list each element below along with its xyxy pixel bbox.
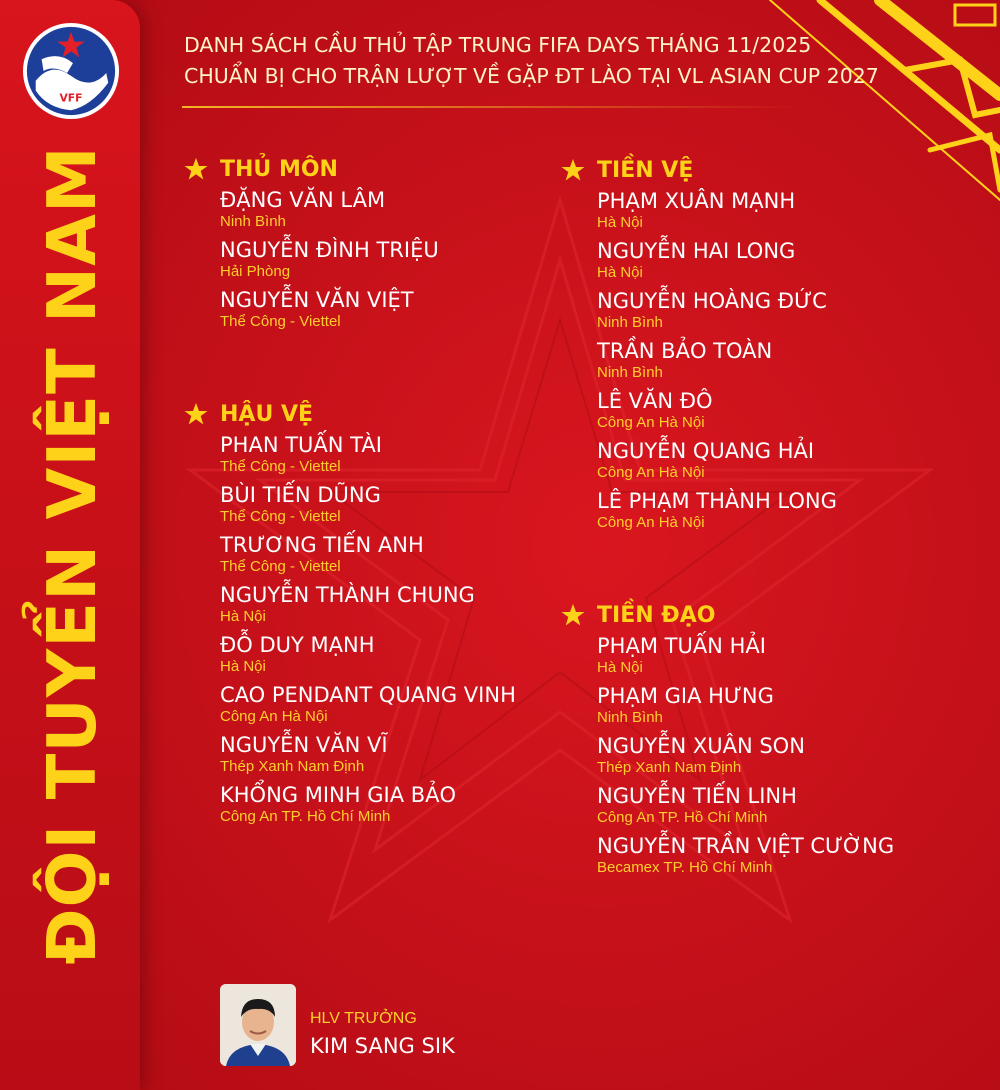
player-item — [220, 288, 439, 338]
player-club: Hà Nội — [597, 264, 643, 281]
player-club: Công An TP. Hồ Chí Minh — [597, 809, 768, 826]
player-club: Công An Hà Nội — [597, 414, 705, 431]
vff-logo-icon — [22, 22, 120, 120]
player-name: TRƯƠNG TIẾN ANH — [220, 533, 424, 557]
player-name: LÊ PHẠM THÀNH LONG — [597, 489, 837, 513]
player-name: BÙI TIẾN DŨNG — [220, 483, 381, 507]
player-item — [220, 683, 516, 733]
section-title: THỦ MÔN — [220, 156, 338, 182]
player-club: Ninh Bình — [597, 709, 663, 726]
player-name: NGUYỄN VĂN VĨ — [220, 733, 388, 757]
section-title: HẬU VỆ — [220, 401, 314, 427]
player-name: NGUYỄN TIẾN LINH — [597, 784, 797, 808]
player-club: Hà Nội — [597, 659, 643, 676]
player-item — [597, 239, 837, 289]
player-name: PHẠM GIA HƯNG — [597, 684, 774, 708]
player-club: Thép Xanh Nam Định — [597, 759, 742, 776]
player-item — [597, 634, 894, 684]
player-name: NGUYỄN VĂN VIỆT — [220, 288, 414, 312]
player-club: Công An TP. Hồ Chí Minh — [220, 808, 391, 825]
coach-photo — [220, 984, 296, 1066]
star-icon — [184, 402, 208, 426]
page-header — [184, 30, 879, 92]
player-item — [220, 433, 516, 483]
player-club: Thể Công - Viettel — [220, 313, 341, 330]
player-club: Hà Nội — [220, 608, 266, 625]
header-line-1: DANH SÁCH CẦU THỦ TẬP TRUNG FIFA DAYS THÁNG 11/2025 — [184, 33, 812, 57]
section-title: TIỀN ĐẠO — [597, 602, 716, 628]
player-item — [220, 733, 516, 783]
player-name: NGUYỄN HOÀNG ĐỨC — [597, 289, 827, 313]
player-item — [597, 784, 894, 834]
player-item — [220, 238, 439, 288]
player-item — [597, 834, 894, 884]
player-name: NGUYỄN QUANG HẢI — [597, 439, 815, 463]
player-club: Công An Hà Nội — [597, 464, 705, 481]
player-club: Thể Công - Viettel — [220, 558, 341, 575]
player-club: Hà Nội — [597, 214, 643, 231]
player-name: LÊ VĂN ĐÔ — [597, 389, 713, 413]
player-club: Ninh Bình — [597, 364, 663, 381]
player-club: Ninh Bình — [597, 314, 663, 331]
player-club: Becamex TP. Hồ Chí Minh — [597, 859, 773, 876]
side-title: ĐỘI TUYỂN VIỆT NAM — [33, 145, 111, 965]
player-item — [220, 188, 439, 238]
player-name: TRẦN BẢO TOÀN — [597, 339, 773, 363]
player-club: Công An Hà Nội — [220, 708, 328, 725]
player-item — [597, 389, 837, 439]
logo-text: VFF — [59, 91, 83, 105]
player-name: PHẠM TUẤN HẢI — [597, 634, 766, 658]
star-icon — [561, 158, 585, 182]
player-name: ĐỖ DUY MẠNH — [220, 633, 375, 657]
section-forwards — [561, 600, 894, 884]
player-name: KHỔNG MINH GIA BẢO — [220, 783, 457, 807]
player-club: Ninh Bình — [220, 213, 286, 230]
player-name: NGUYỄN HAI LONG — [597, 239, 796, 263]
player-club: Thể Công - Viettel — [220, 508, 341, 525]
player-item — [220, 633, 516, 683]
player-item — [597, 439, 837, 489]
player-club: Hải Phòng — [220, 263, 291, 280]
header-divider — [182, 106, 802, 108]
section-defenders — [184, 399, 516, 833]
section-title: TIỀN VỆ — [597, 157, 694, 183]
player-item — [597, 489, 837, 539]
header-line-2: CHUẨN BỊ CHO TRẬN LƯỢT VỀ GẶP ĐT LÀO TẠI VL ASIAN CUP 2027 — [184, 64, 879, 88]
player-name: NGUYỄN THÀNH CHUNG — [220, 583, 475, 607]
player-name: ĐẶNG VĂN LÂM — [220, 188, 386, 212]
player-item — [220, 583, 516, 633]
player-name: NGUYỄN ĐÌNH TRIỆU — [220, 238, 439, 262]
player-item — [597, 684, 894, 734]
player-item — [597, 289, 837, 339]
player-item — [220, 783, 516, 833]
player-item — [220, 533, 516, 583]
player-club: Thép Xanh Nam Định — [220, 758, 365, 775]
player-club: Hà Nội — [220, 658, 266, 675]
star-icon — [184, 157, 208, 181]
player-club: Thể Công - Viettel — [220, 458, 341, 475]
star-icon — [561, 603, 585, 627]
player-club: Công An Hà Nội — [597, 514, 705, 531]
player-name: NGUYỄN XUÂN SON — [597, 734, 805, 758]
player-item — [597, 339, 837, 389]
section-midfielders — [561, 155, 837, 539]
coach-name: KIM SANG SIK — [310, 1034, 455, 1058]
section-goalkeepers — [184, 154, 439, 338]
player-name: CAO PENDANT QUANG VINH — [220, 683, 516, 707]
player-item — [597, 734, 894, 784]
player-item — [597, 189, 837, 239]
coach-role: HLV TRƯỞNG — [310, 1010, 417, 1027]
player-name: PHẠM XUÂN MẠNH — [597, 189, 796, 213]
player-name: PHAN TUẤN TÀI — [220, 433, 382, 457]
player-name: NGUYỄN TRẦN VIỆT CƯỜNG — [597, 834, 895, 858]
player-item — [220, 483, 516, 533]
